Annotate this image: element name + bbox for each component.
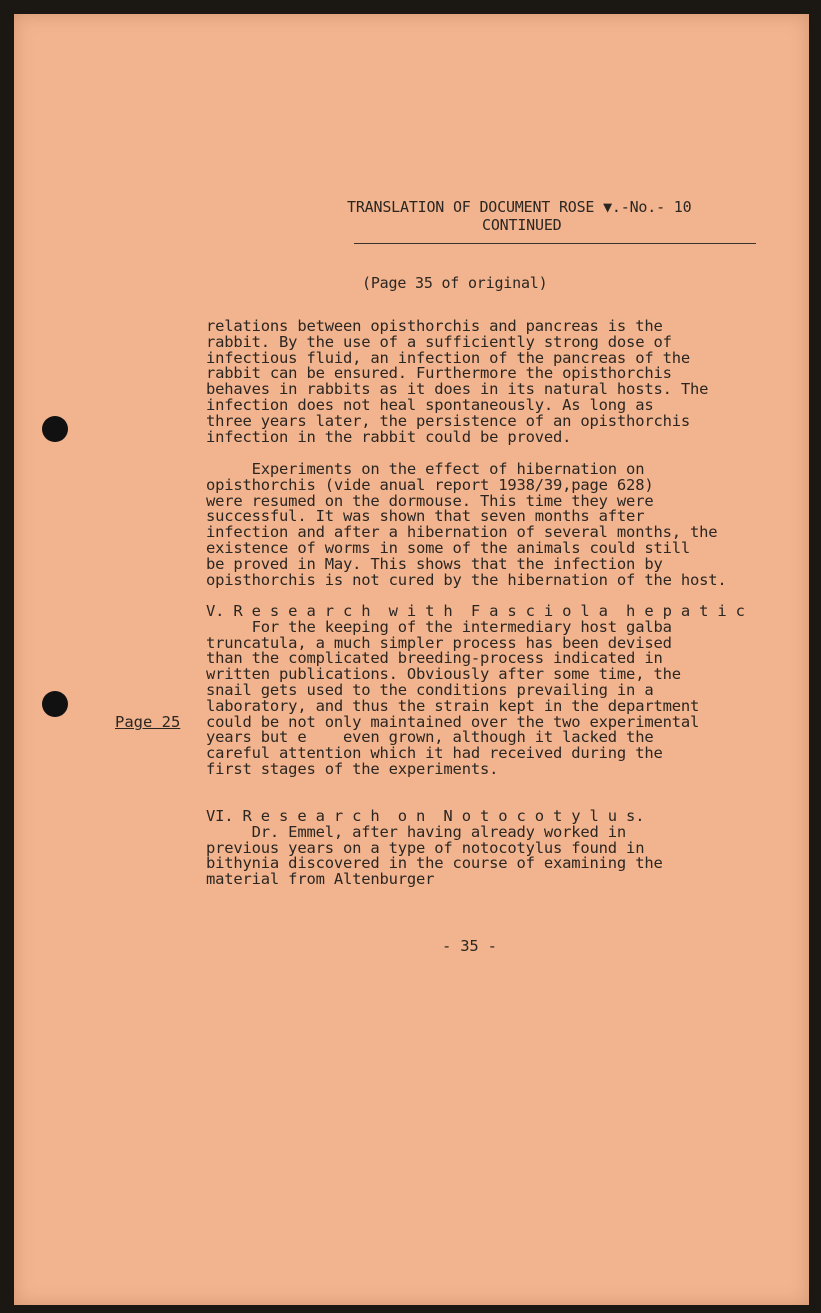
punch-hole-bottom [42,691,68,717]
original-page-reference: (Page 35 of original) [362,274,548,292]
page-number: - 35 - [442,937,497,955]
paragraph-fasciola-research: V. R e s e a r c h w i t h F a s c i o l a h e p a t i c For the keeping of the intermediary host galba truncatula, a much simpler process has been devised than the complicated breeding-process indicated in written publications. Obviously after some time, the snail gets used to the conditions prevailing in a laboratory, and thus the strain kept in the department could be not only maintained over the two experimental years but e even grown, although it lacked the careful attention which it had received during the first stages of the experiments. [206,602,745,778]
header-underline [354,243,756,244]
margin-page-note: Page 25 [115,713,181,731]
paragraph-opisthorchis-rabbit: relations between opisthorchis and pancreas is the rabbit. By the use of a sufficiently strong dose of infectious fluid, an infection of the pancreas of the rabbit can be ensured. Furthermore the opisthorchis behaves in rabbits as it does in its natural hosts. The infection does not heal spontaneously. As long as three years later, the persistence of an opisthorchis infection in the rabbit could be proved. [206,317,709,446]
document-title: TRANSLATION OF DOCUMENT ROSE ▼.-No.- 10 [347,198,692,216]
paragraph-notocotylus-research: VI. R e s e a r c h o n N o t o c o t y l u s. Dr. Emmel, after having already worked in previous years on a type of notocotylus found in bithynia discovered in the course of examining the material from Altenburger [206,807,663,889]
paragraph-hibernation-experiments: Experiments on the effect of hibernation on opisthorchis (vide anual report 1938/39,page 628) were resumed on the dormouse. This time they were successful. It was shown that seven months after infection and after a hibernation of several months, the existence of worms in some of the animals could still be proved in May. This shows that the infection by opisthorchis is not cured by the hibernation of the host. [206,460,727,589]
document-sheet [14,14,809,1305]
punch-hole-top [42,416,68,442]
document-title-continued: CONTINUED [482,216,562,234]
